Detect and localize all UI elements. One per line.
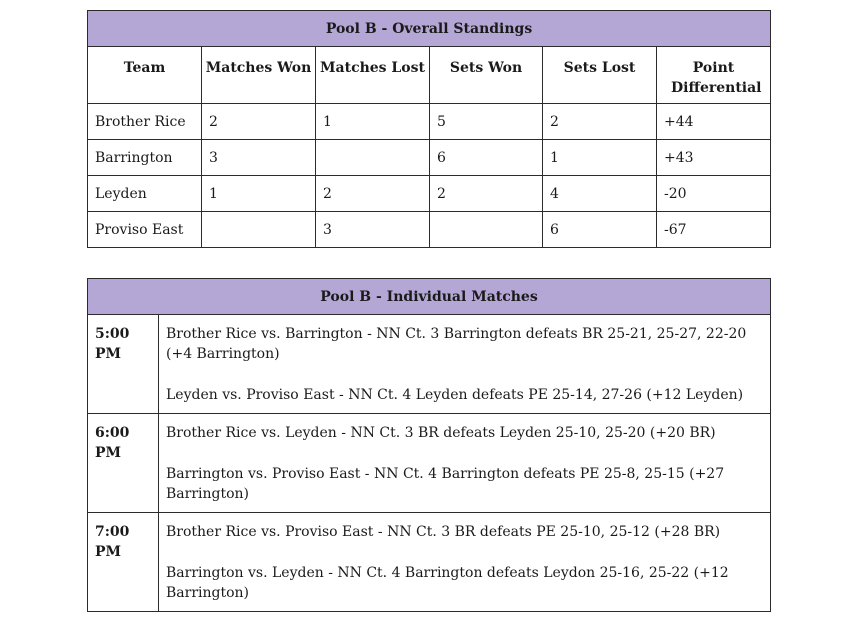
match-result: Barrington vs. Leyden - NN Ct. 4 Barrington defeats Leydon 25-16, 25-22 (+12 Barrington) [166,565,729,601]
match-result: Barrington vs. Proviso East - NN Ct. 4 Barrington defeats PE 25-8, 25-15 (+27 Barrington) [166,466,725,502]
column-header-sets-lost: Sets Lost [543,47,657,104]
column-header-team: Team [88,47,202,104]
point-differential: +44 [657,104,771,140]
table-row [88,212,771,248]
sets-lost: 1 [543,140,657,176]
match-result: Brother Rice vs. Leyden - NN Ct. 3 BR defeats Leyden 25-10, 25-20 (+20 BR) [166,425,716,441]
match-result: Leyden vs. Proviso East - NN Ct. 4 Leyden defeats PE 25-14, 27-26 (+12 Leyden) [166,387,744,403]
match-list [159,315,771,414]
sets-won: 2 [430,176,543,212]
match-slot-row [88,414,771,513]
standings-table [87,10,771,248]
matches-lost [316,140,430,176]
team-name: Barrington [88,140,202,176]
sets-lost: 2 [543,104,657,140]
column-header-sets-won: Sets Won [430,47,543,104]
sets-lost: 4 [543,176,657,212]
column-header-point-differential: Point Differential [657,47,771,104]
sets-won: 5 [430,104,543,140]
matches-lost: 1 [316,104,430,140]
time-slot: 5:00 PM [88,315,159,414]
sets-won [430,212,543,248]
sets-won: 6 [430,140,543,176]
match-list [159,513,771,612]
matches-lost: 3 [316,212,430,248]
time-slot: 6:00 PM [88,414,159,513]
column-header-matches-lost: Matches Lost [316,47,430,104]
match-result: Brother Rice vs. Barrington - NN Ct. 3 Barrington defeats BR 25-21, 25-27, 22-20 (+4 Barrington) [166,326,747,362]
time-slot: 7:00 PM [88,513,159,612]
match-slot-row [88,513,771,612]
table-row [88,104,771,140]
match-slot-row [88,315,771,414]
team-name: Leyden [88,176,202,212]
team-name: Brother Rice [88,104,202,140]
point-differential: -20 [657,176,771,212]
matches-won [202,212,316,248]
standings-title: Pool B - Overall Standings [88,11,771,47]
match-list [159,414,771,513]
matches-title: Pool B - Individual Matches [88,279,771,315]
sets-lost: 6 [543,212,657,248]
team-name: Proviso East [88,212,202,248]
matches-won: 2 [202,104,316,140]
column-header-matches-won: Matches Won [202,47,316,104]
matches-table [87,278,771,612]
matches-won: 3 [202,140,316,176]
standings-header-row [88,47,771,104]
point-differential: +43 [657,140,771,176]
match-result: Brother Rice vs. Proviso East - NN Ct. 3 BR defeats PE 25-10, 25-12 (+28 BR) [166,524,721,540]
table-row [88,140,771,176]
table-row [88,176,771,212]
point-differential: -67 [657,212,771,248]
matches-won: 1 [202,176,316,212]
matches-lost: 2 [316,176,430,212]
